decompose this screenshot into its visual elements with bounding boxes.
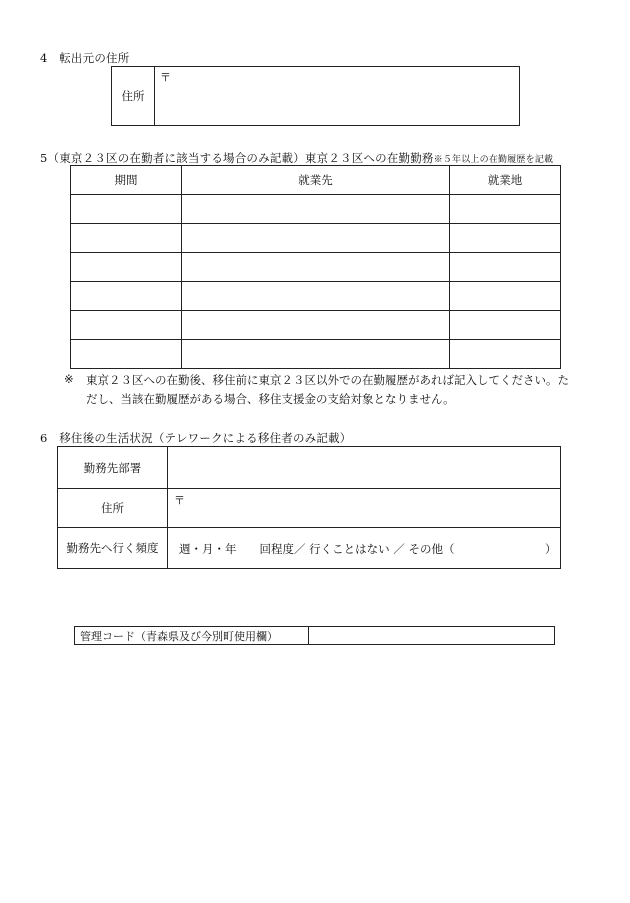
- period-cell[interactable]: [71, 253, 182, 282]
- note-line-1: 東京２３区への在勤後、移住前に東京２３区以外での在勤履歴があれば記入してください。た: [86, 373, 569, 387]
- postal-mark: 〒: [174, 494, 185, 507]
- location-cell[interactable]: [450, 253, 561, 282]
- column-header-location: 就業地: [450, 166, 561, 195]
- section4-address-label: 住所: [112, 67, 155, 126]
- employer-cell[interactable]: [182, 224, 450, 253]
- location-cell[interactable]: [450, 311, 561, 340]
- address-row: [58, 489, 561, 528]
- period-cell[interactable]: [71, 224, 182, 253]
- employer-cell[interactable]: [182, 340, 450, 369]
- dept-field[interactable]: [168, 447, 561, 489]
- employer-cell[interactable]: [182, 253, 450, 282]
- living-status-table: [57, 446, 561, 569]
- column-header-employer: 就業先: [182, 166, 450, 195]
- employer-cell[interactable]: [182, 311, 450, 340]
- section5-heading-main: 5（東京２３区の在勤者に該当する場合のみ記載）東京２３区への在勤勤務: [40, 151, 434, 165]
- section4-heading: 4 転出元の住所: [40, 51, 130, 65]
- table-row: [71, 340, 561, 369]
- section5-heading-note: ※５年以上の在勤履歴を記載: [433, 155, 554, 165]
- postal-mark: 〒: [160, 71, 171, 84]
- column-header-period: 期間: [71, 166, 182, 195]
- table-row: [71, 224, 561, 253]
- section6-address-label: 住所: [58, 489, 168, 528]
- table-row: [71, 195, 561, 224]
- employer-cell[interactable]: [182, 282, 450, 311]
- note-mark: ※: [64, 372, 74, 386]
- admin-code-table: [74, 626, 555, 645]
- period-cell[interactable]: [71, 282, 182, 311]
- admin-code-label: 管理コード（青森県及び今別町使用欄）: [75, 627, 309, 645]
- section6-heading: 6 移住後の生活状況（テレワークによる移住者のみ記載）: [40, 431, 352, 445]
- admin-code-field[interactable]: [309, 627, 555, 645]
- table-row: [71, 282, 561, 311]
- location-cell[interactable]: [450, 195, 561, 224]
- period-cell[interactable]: [71, 195, 182, 224]
- employer-cell[interactable]: [182, 195, 450, 224]
- period-cell[interactable]: [71, 340, 182, 369]
- section4-address-field[interactable]: [155, 67, 520, 126]
- location-cell[interactable]: [450, 224, 561, 253]
- freq-options: 週・月・年 回程度／ 行くことはない ／ その他（: [179, 542, 455, 556]
- work-history-table: [70, 165, 561, 369]
- table-row: [71, 311, 561, 340]
- location-cell[interactable]: [450, 340, 561, 369]
- location-cell[interactable]: [450, 282, 561, 311]
- freq-close-paren: ）: [545, 542, 557, 556]
- work-history-header-row: [71, 166, 561, 195]
- frequency-row: [58, 528, 561, 569]
- section5-heading: [40, 150, 553, 166]
- period-cell[interactable]: [71, 311, 182, 340]
- section4-address-table: [111, 66, 520, 126]
- section6-address-field[interactable]: [168, 489, 561, 528]
- freq-label: 勤務先へ行く頻度: [58, 528, 168, 569]
- dept-label: 勤務先部署: [58, 447, 168, 489]
- note-line-2: だし、当該在勤履歴がある場合、移住支援金の支給対象となりません。: [86, 392, 455, 406]
- freq-field[interactable]: [168, 528, 561, 569]
- table-row: [71, 253, 561, 282]
- dept-row: [58, 447, 561, 489]
